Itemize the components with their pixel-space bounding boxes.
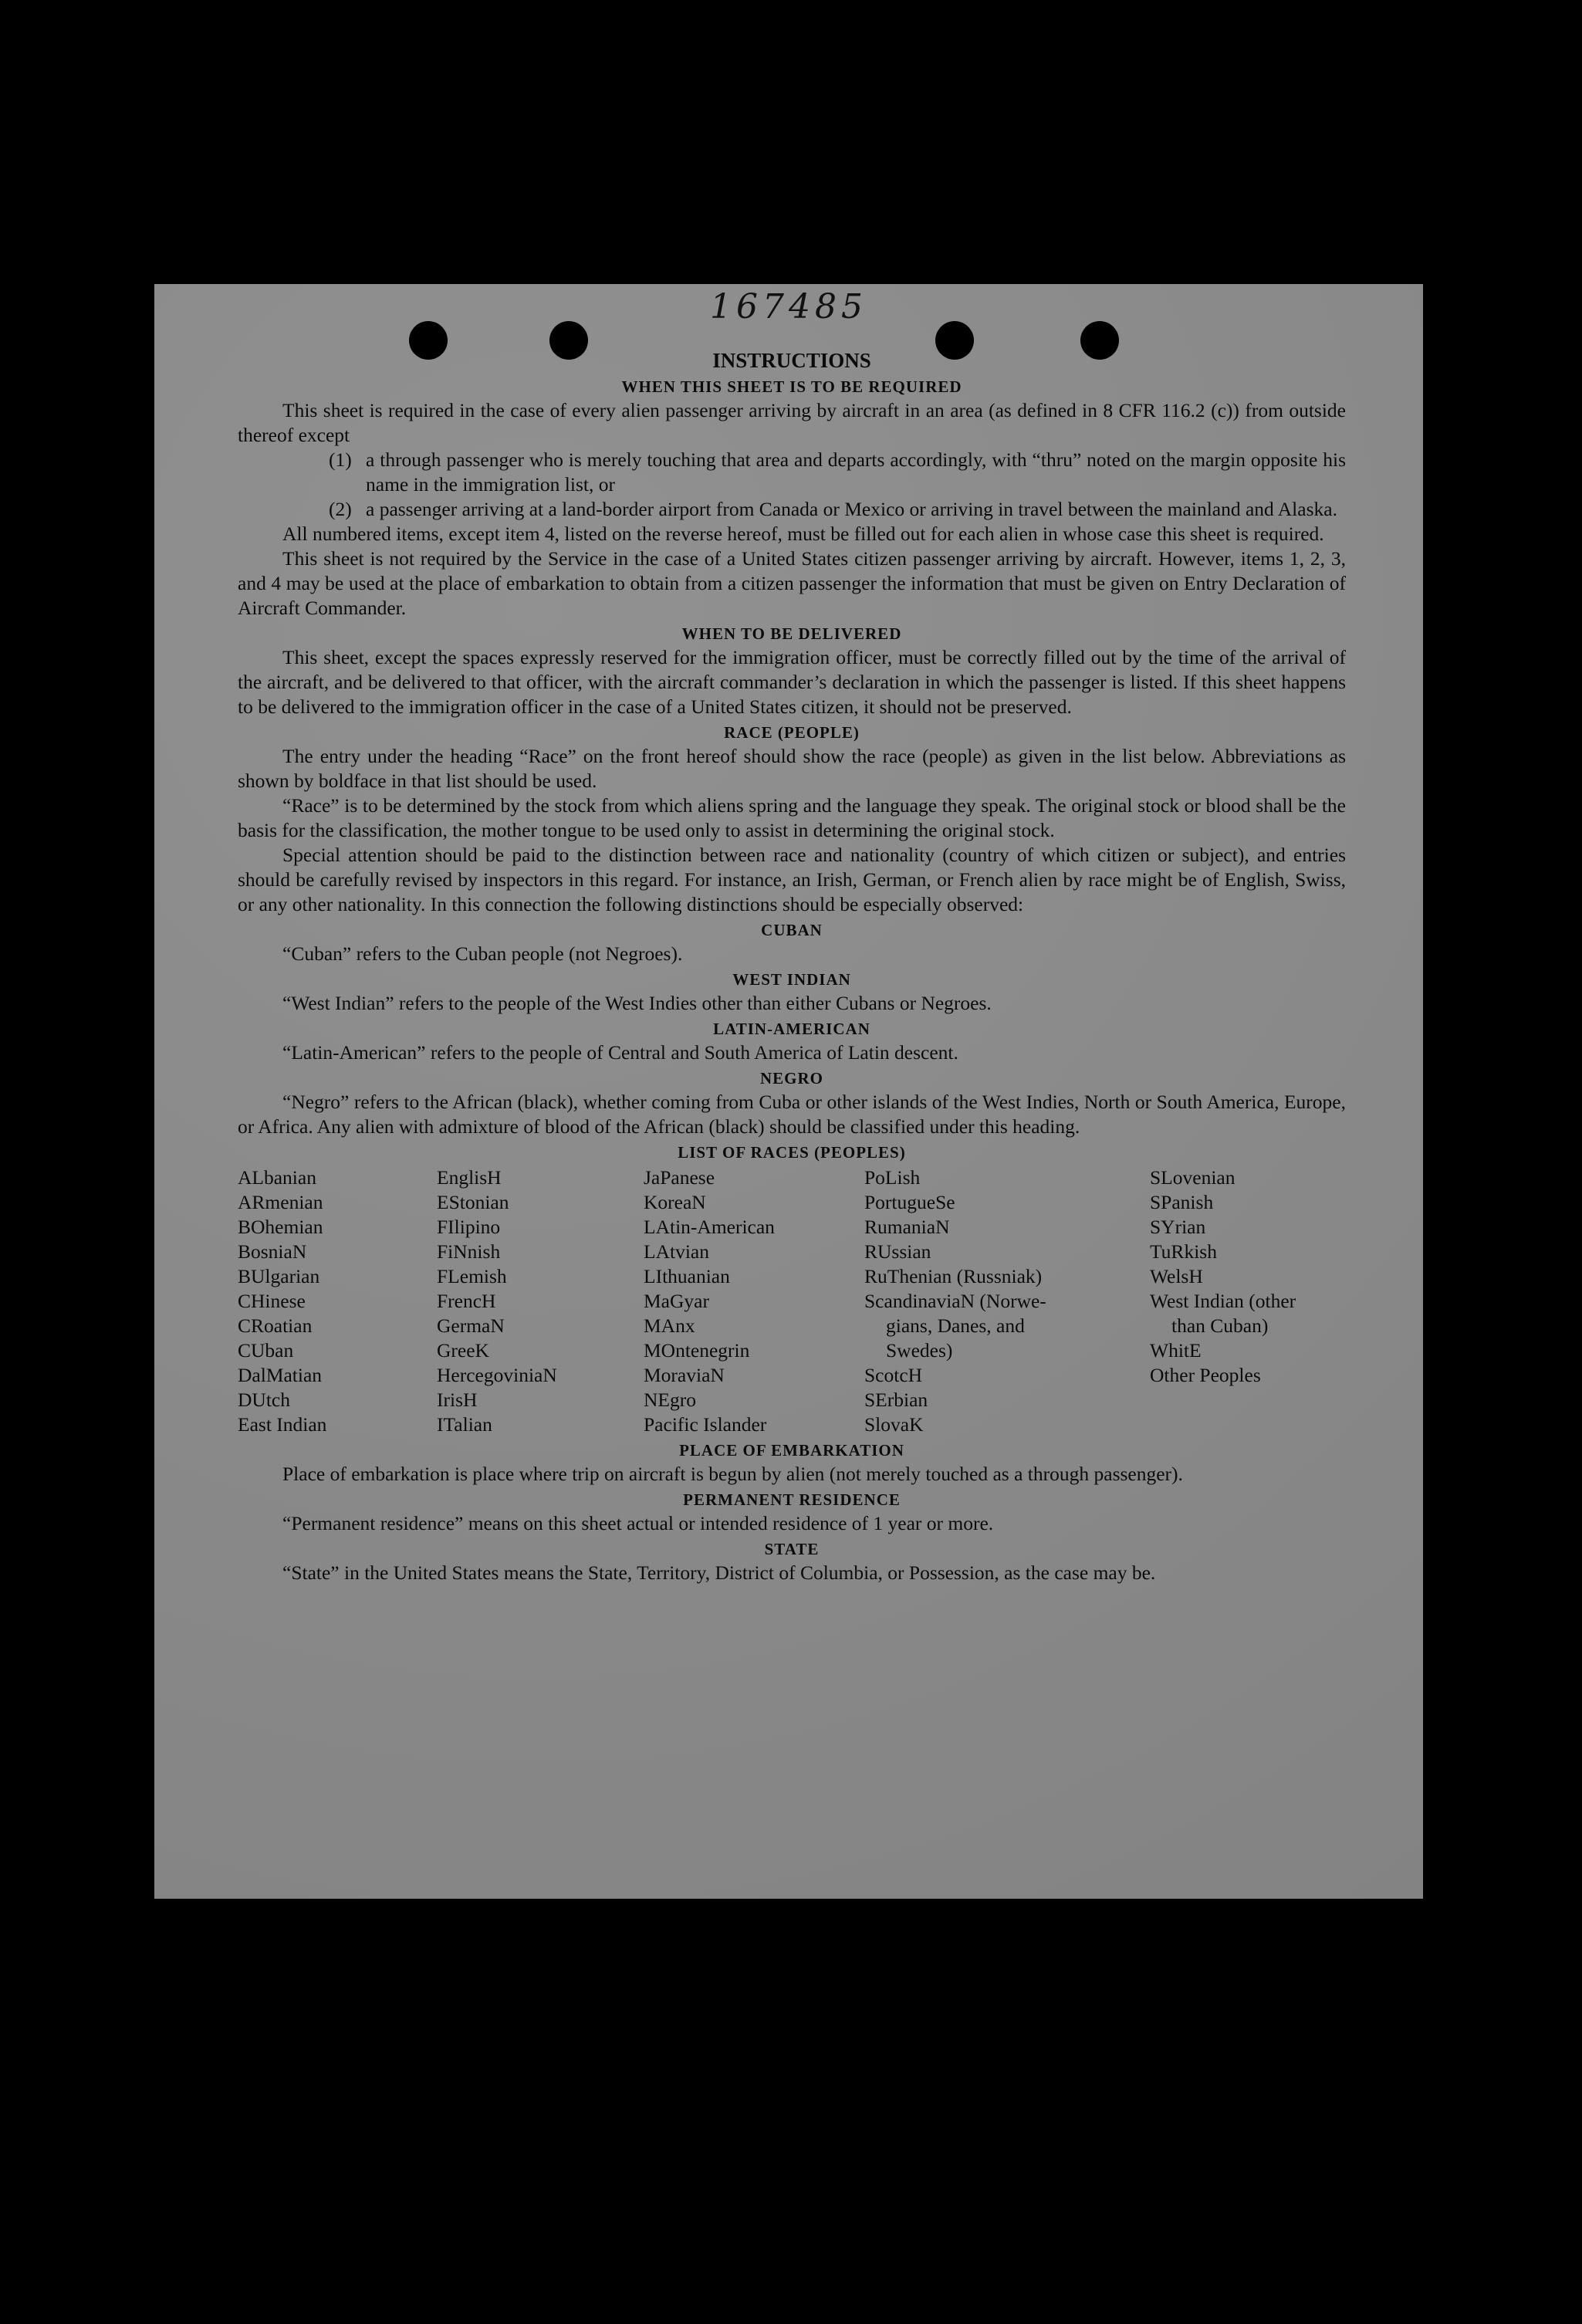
paragraph: This sheet is not required by the Service in the case of a United States citizen passenger arriving by aircraft. However, items 1, 2, 3, and 4 may be used at the place of embarkation to obtain from a citizen passenger the information that must be given on Entry Declaration of Aircraft Commander. xyxy=(238,547,1346,619)
document-sheet xyxy=(154,284,1423,1899)
handwritten-number: 167485 xyxy=(710,287,867,326)
paragraph: The entry under the heading “Race” on the front hereof should show the race (people) as given in the list below. Abbreviations as shown by boldface in that list should be used. xyxy=(238,745,1346,792)
race-entry: ARmenian xyxy=(238,1191,323,1213)
race-entry: SPanish xyxy=(1150,1191,1214,1213)
section-heading: WHEN TO BE DELIVERED xyxy=(681,624,902,643)
race-entry: BUlgarian xyxy=(238,1265,320,1287)
paragraph: All numbered items, except item 4, listed on the reverse hereof, must be filled out for each alien in whose case this sheet is required. xyxy=(282,523,1324,545)
race-entry: CRoatian xyxy=(238,1314,313,1337)
race-entry: RuThenian (Russniak) xyxy=(864,1265,1043,1287)
race-entry: SLovenian xyxy=(1150,1166,1236,1189)
race-entry: than Cuban) xyxy=(1171,1314,1269,1337)
section-heading: RACE (PEOPLE) xyxy=(724,723,860,742)
race-entry: IrisH xyxy=(437,1389,478,1411)
item-number: (1) xyxy=(329,448,352,471)
race-entry: CHinese xyxy=(238,1290,306,1312)
race-entry: East Indian xyxy=(238,1413,327,1436)
race-entry: KoreaN xyxy=(644,1191,706,1213)
races-column xyxy=(864,1165,1150,1437)
race-entry: GreeK xyxy=(437,1339,489,1362)
race-entry: West Indian (other xyxy=(1150,1290,1296,1312)
race-entry: MOntenegrin xyxy=(644,1339,750,1362)
paragraph: “Latin-American” refers to the people of Central and South America of Latin descent. xyxy=(282,1041,958,1064)
section-heading: LATIN-AMERICAN xyxy=(713,1020,870,1038)
paragraph: “Race” is to be determined by the stock from which aliens spring and the language they speak. The original stock or blood shall be the basis for the classification, the mother tongue to be used only to assist in determining the original stock. xyxy=(238,794,1346,841)
race-entry: ITalian xyxy=(437,1413,492,1436)
race-entry: BosniaN xyxy=(238,1240,307,1263)
section-heading: LIST OF RACES (PEOPLES) xyxy=(678,1143,906,1162)
race-entry: FLemish xyxy=(437,1265,507,1287)
races-column xyxy=(1150,1165,1346,1437)
race-entry: PortugueSe xyxy=(864,1191,955,1213)
paragraph: “West Indian” refers to the people of the West Indies other than either Cubans or Negroes. xyxy=(282,992,992,1014)
race-entry: MoraviaN xyxy=(644,1364,725,1386)
paragraph: Special attention should be paid to the distinction between race and nationality (country of which citizen or subject), and entries should be carefully revised by inspectors in this regard. For instance, an Irish, German, or French alien by race might be of English, Swiss, or any other nationality. In this connection the following distinctions should be especially observed: xyxy=(238,844,1346,915)
race-entry: ALbanian xyxy=(238,1166,316,1189)
race-entry: DUtch xyxy=(238,1389,290,1411)
section-heading: PERMANENT RESIDENCE xyxy=(683,1490,901,1509)
race-entry: HercegoviniaN xyxy=(437,1364,557,1386)
race-entry: PoLish xyxy=(864,1166,921,1189)
race-entry: MAnx xyxy=(644,1314,695,1337)
race-entry: RumaniaN xyxy=(864,1216,950,1238)
paragraph: Place of embarkation is place where trip on aircraft is begun by alien (not merely touched as a through passenger). xyxy=(282,1463,1183,1485)
paragraph: “Cuban” refers to the Cuban people (not Negroes). xyxy=(282,942,683,965)
race-entry: EnglisH xyxy=(437,1166,502,1189)
section-heading: WHEN THIS SHEET IS TO BE REQUIRED xyxy=(621,377,962,396)
paragraph: “Permanent residence” means on this sheet actual or intended residence of 1 year or more. xyxy=(282,1512,994,1534)
race-entry: SlovaK xyxy=(864,1413,924,1436)
paragraph: “State” in the United States means the State, Territory, District of Columbia, or Possession, as the case may be. xyxy=(282,1561,1156,1584)
race-entry: FIlipino xyxy=(437,1216,501,1238)
item-text: a through passenger who is merely touching that area and departs accordingly, with “thru” noted on the margin opposite his name in the immigration list, or xyxy=(366,448,1346,496)
race-entry: SYrian xyxy=(1150,1216,1206,1238)
race-entry: Pacific Islander xyxy=(644,1413,767,1436)
page-title: INSTRUCTIONS xyxy=(712,349,871,372)
race-entry: GermaN xyxy=(437,1314,505,1337)
race-entry: TuRkish xyxy=(1150,1240,1217,1263)
section-heading: CUBAN xyxy=(761,921,823,939)
section-heading: NEGRO xyxy=(759,1069,823,1088)
race-entry: LAtvian xyxy=(644,1240,709,1263)
race-entry: DalMatian xyxy=(238,1364,323,1386)
list-item xyxy=(238,497,1346,522)
race-entry: FiNnish xyxy=(437,1240,501,1263)
race-entry: RUssian xyxy=(864,1240,931,1263)
paragraph: “Negro” refers to the African (black), whether coming from Cuba or other islands of the West Indies, North or South America, Europe, or Africa. Any alien with admixture of blood of the African (black) should be classified under this heading. xyxy=(238,1091,1346,1138)
race-entry: FrencH xyxy=(437,1290,496,1312)
race-entry: CUban xyxy=(238,1339,294,1362)
races-column xyxy=(644,1165,864,1437)
paragraph: This sheet, except the spaces expressly reserved for the immigration officer, must be correctly filled out by the time of the arrival of the aircraft, and be delivered to that officer, with the aircraft commander’s declaration in which the passenger is listed. If this sheet happens to be delivered to the immigration officer in the case of a United States citizen, it should not be preserved. xyxy=(238,646,1346,718)
races-column xyxy=(238,1165,437,1437)
item-text: a passenger arriving at a land-border airport from Canada or Mexico or arriving in travel between the mainland and Alaska. xyxy=(366,498,1337,520)
race-entry: WhitE xyxy=(1150,1339,1202,1362)
race-entry: SErbian xyxy=(864,1389,928,1411)
section-heading: STATE xyxy=(764,1540,820,1558)
race-entry: gians, Danes, and xyxy=(886,1314,1025,1337)
race-entry: BOhemian xyxy=(238,1216,323,1238)
paragraph: This sheet is required in the case of every alien passenger arriving by aircraft in an area (as defined in 8 CFR 116.2 (c)) from outside thereof except xyxy=(238,399,1346,446)
races-table xyxy=(238,1165,1346,1437)
race-entry: JaPanese xyxy=(644,1166,715,1189)
race-entry: NEgro xyxy=(644,1389,696,1411)
item-number: (2) xyxy=(329,498,352,520)
race-entry: LIthuanian xyxy=(644,1265,730,1287)
race-entry: MaGyar xyxy=(644,1290,709,1312)
section-heading: WEST INDIAN xyxy=(732,970,851,989)
races-column xyxy=(437,1165,644,1437)
race-entry: ScotcH xyxy=(864,1364,923,1386)
section-heading: PLACE OF EMBARKATION xyxy=(679,1441,904,1460)
race-entry: Other Peoples xyxy=(1150,1364,1261,1386)
race-entry: WelsH xyxy=(1150,1265,1203,1287)
race-entry: Swedes) xyxy=(886,1339,953,1362)
list-item xyxy=(238,448,1346,497)
race-entry: EStonian xyxy=(437,1191,509,1213)
race-entry: ScandinaviaN (Norwe- xyxy=(864,1290,1046,1312)
instructions-content xyxy=(238,347,1346,1585)
race-entry: LAtin-American xyxy=(644,1216,775,1238)
